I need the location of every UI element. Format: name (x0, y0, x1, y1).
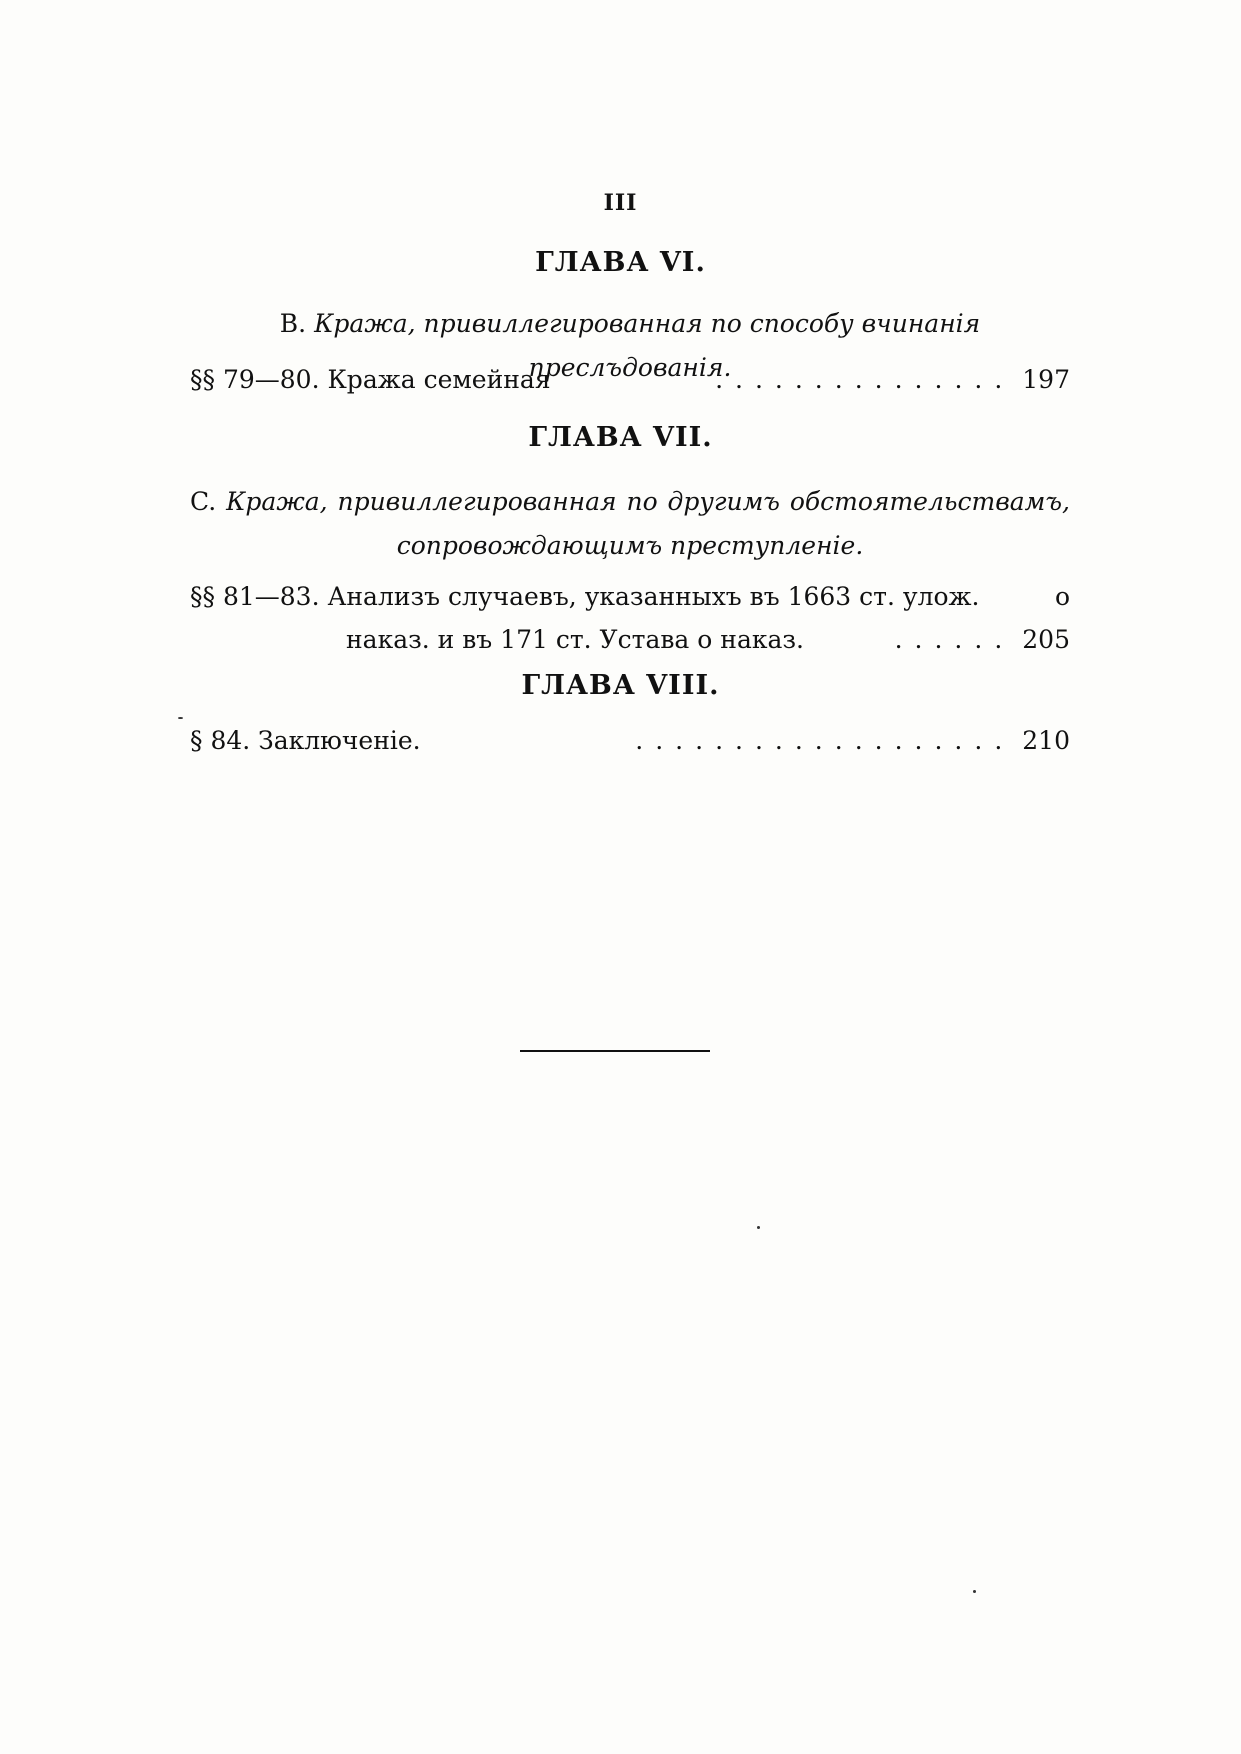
section-letter: B. (279, 309, 307, 338)
section-title: Кража, привиллегированная по другимъ обстоятельствамъ, сопровождающимъ преступленіе. (226, 487, 1070, 560)
toc-leader-dots: ............... (715, 365, 1015, 394)
end-rule-divider (520, 1050, 710, 1052)
toc-entry-label-end: о (1054, 582, 1070, 611)
toc-entry-label: §§ 79—80. Кража семейная (190, 365, 551, 394)
toc-entry-79-80[interactable] (190, 365, 1070, 394)
chapter-6-heading: ГЛАВА VI. (535, 247, 706, 278)
toc-entry-line-1 (190, 582, 1070, 611)
toc-page-number: 205 (1022, 625, 1070, 654)
toc-leader-dots: ...... (894, 625, 1015, 654)
toc-page-number: 197 (1022, 365, 1070, 394)
toc-entry-label-continued: наказ. и въ 171 ст. Устава о наказ. (346, 625, 804, 654)
print-speck (178, 717, 183, 719)
section-letter: C. (190, 487, 217, 516)
toc-entry-label: § 84. Заключеніе. (190, 726, 421, 755)
print-speck (757, 1226, 760, 1229)
chapter-7-section-heading (190, 480, 1070, 568)
toc-page-number: 210 (1022, 726, 1070, 755)
toc-leader-dots: ................... (635, 726, 1015, 755)
toc-entry-label: §§ 81—83. Анализъ случаевъ, указанныхъ въ 1663 ст. улож. (190, 582, 980, 611)
chapter-7-heading: ГЛАВА VII. (528, 422, 713, 453)
chapter-8-heading: ГЛАВА VIII. (521, 670, 720, 701)
page-number: III (603, 190, 638, 216)
toc-entry-81-83[interactable] (190, 582, 1070, 654)
section-title: Кража, привиллегированная по способу вчинанія преслъдованія. (314, 309, 981, 382)
toc-entry-line-2 (346, 625, 1070, 654)
print-speck (973, 1590, 976, 1593)
toc-entry-84[interactable] (190, 726, 1070, 755)
